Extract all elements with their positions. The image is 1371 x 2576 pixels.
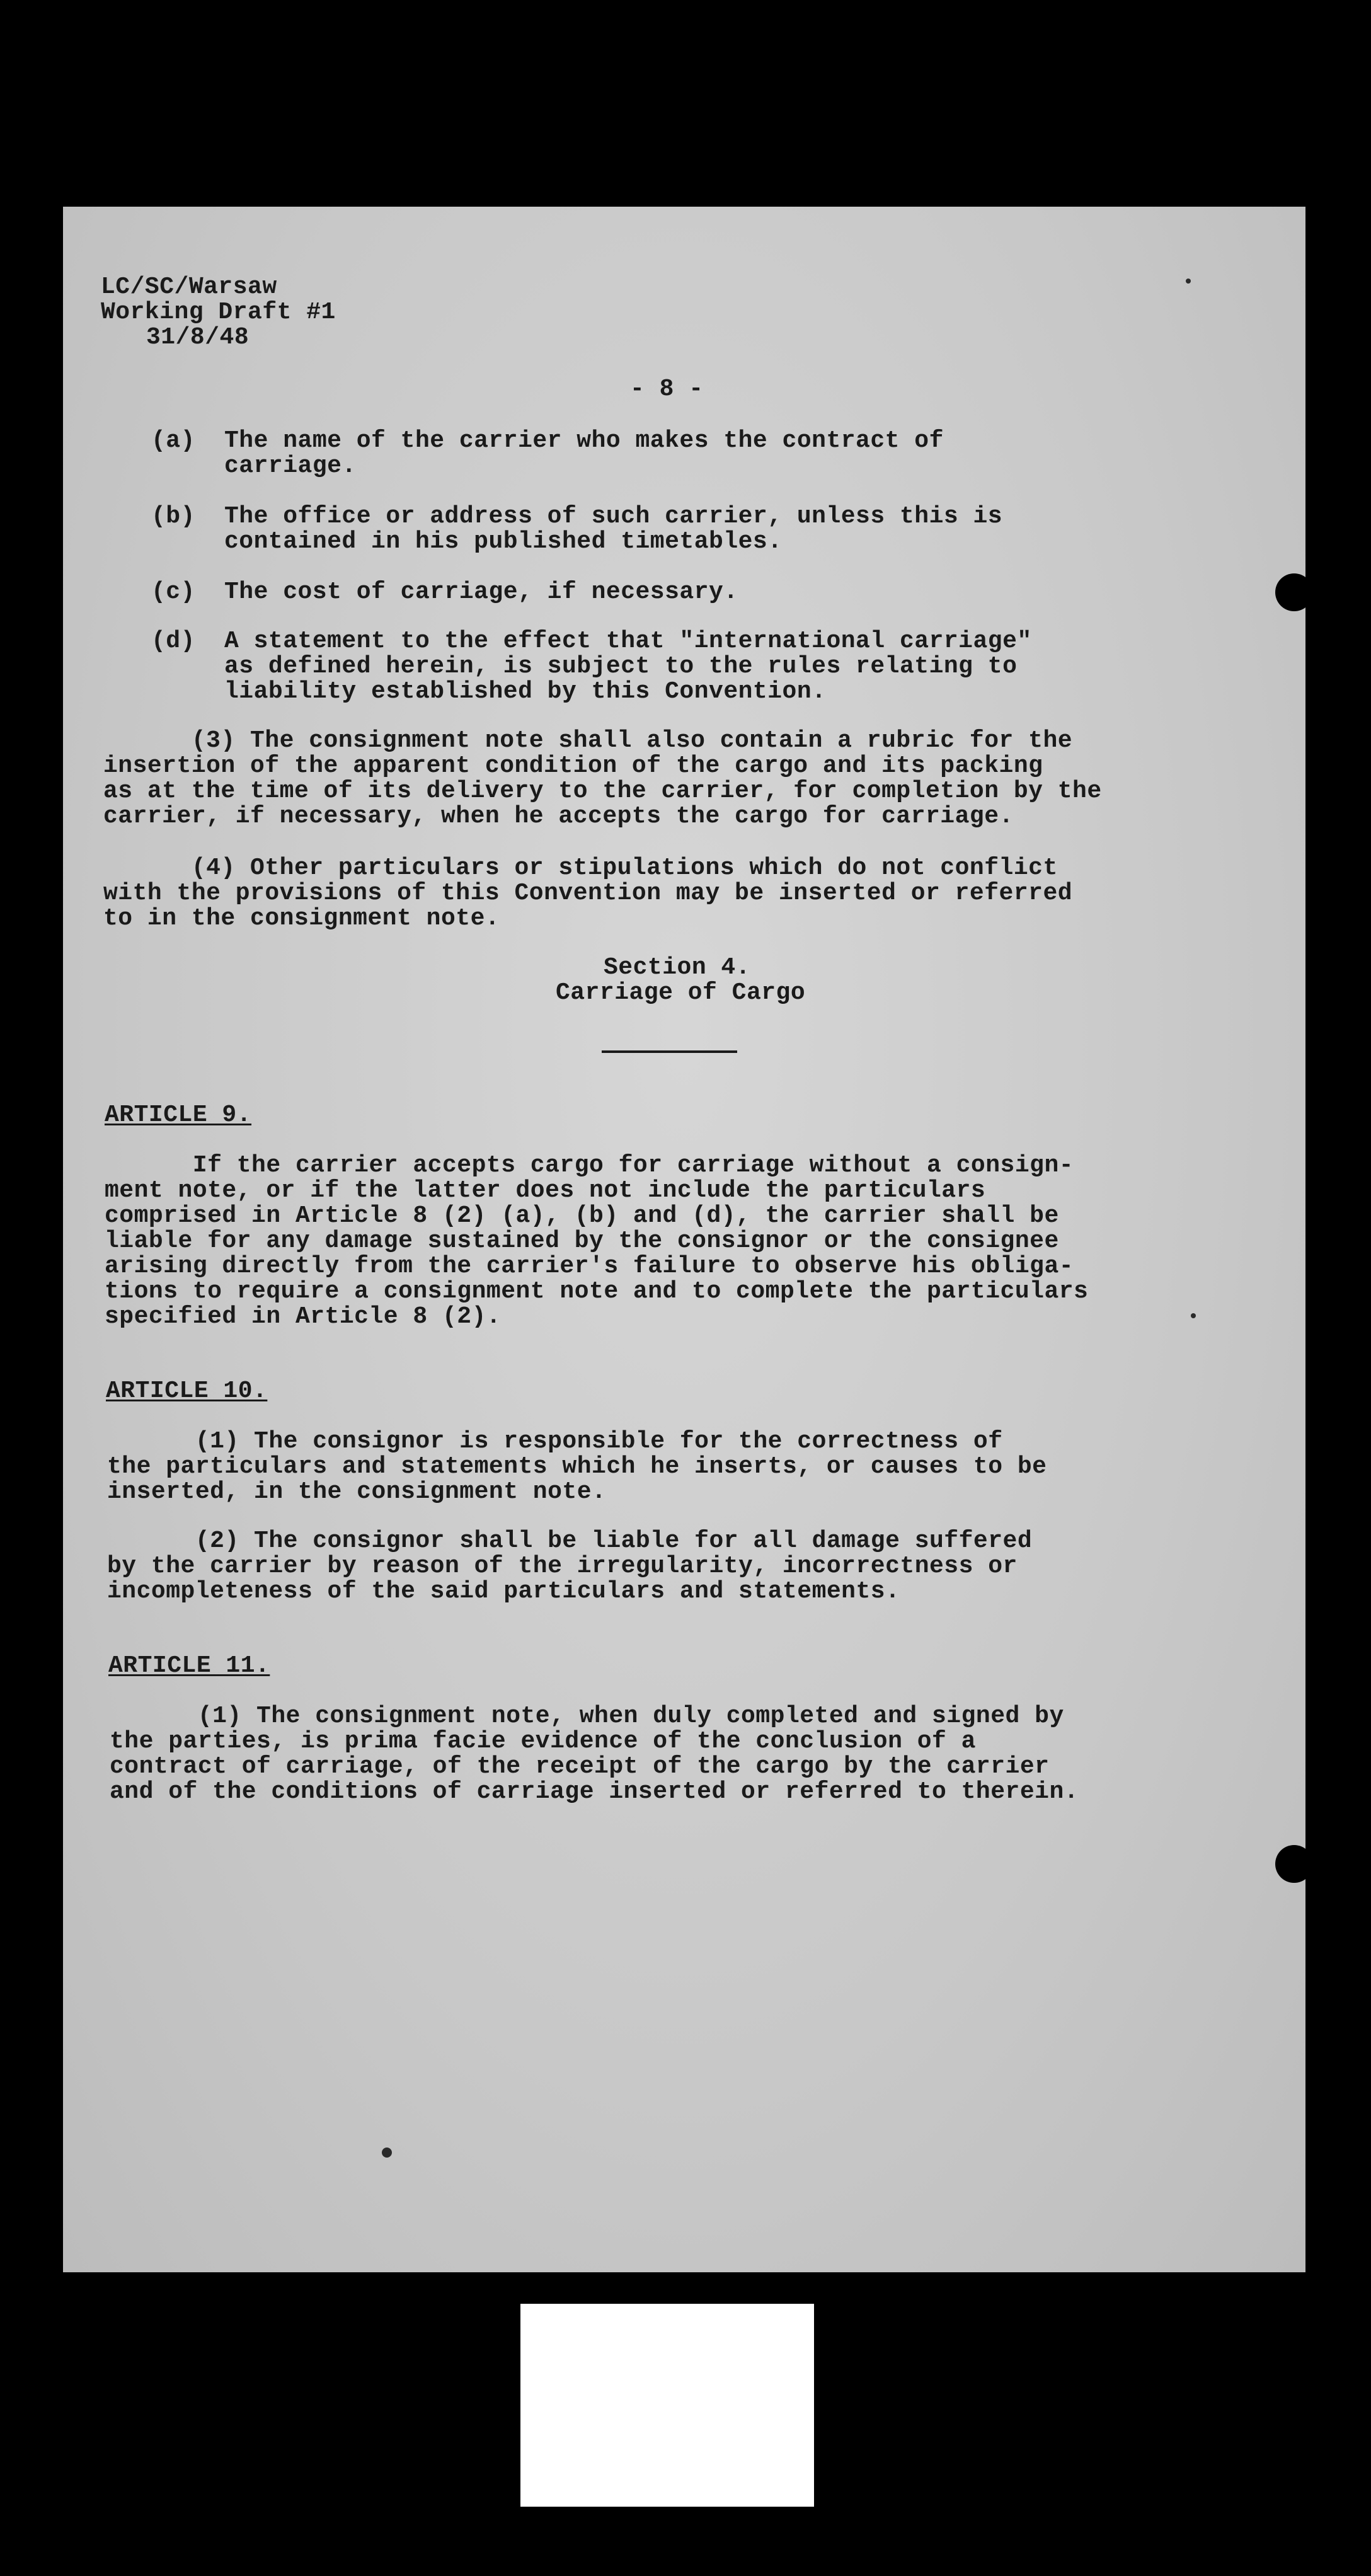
punch-hole-upper bbox=[1275, 573, 1313, 611]
item-b-line-1: The office or address of such carrier, unless this is bbox=[224, 503, 1003, 530]
dust-speck bbox=[1186, 279, 1191, 284]
para3-line-1: (3) The consignment note shall also contain a rubric for the bbox=[103, 727, 1073, 754]
section-number: Section 4. bbox=[604, 954, 751, 981]
reference-line-1: LC/SC/Warsaw bbox=[101, 273, 277, 301]
item-b-line-2: contained in his published timetables. bbox=[224, 528, 783, 555]
article-9-heading: ARTICLE 9. bbox=[105, 1101, 252, 1129]
item-a-marker: (a) bbox=[151, 427, 195, 454]
article-9-line-6: tions to require a consignment note and to complete the particulars bbox=[105, 1278, 1089, 1305]
para4-line-3: to in the consignment note. bbox=[103, 905, 500, 932]
article-10-p2-line-3: incompleteness of the said particulars and statements. bbox=[107, 1578, 900, 1605]
article-9-line-4: liable for any damage sustained by the consignor or the consignee bbox=[105, 1228, 1059, 1255]
reference-date: 31/8/48 bbox=[146, 324, 250, 351]
page-number: - 8 - bbox=[630, 376, 704, 403]
document-page bbox=[63, 207, 1305, 2272]
article-9-line-5: arising directly from the carrier's failure to observe his obliga- bbox=[105, 1253, 1074, 1280]
section-divider bbox=[602, 1050, 737, 1053]
item-d-line-3: liability established by this Convention. bbox=[224, 678, 827, 705]
calibration-target bbox=[520, 2304, 814, 2507]
para3-line-2: insertion of the apparent condition of the cargo and its packing bbox=[103, 752, 1043, 779]
article-10-p1-line-1: (1) The consignor is responsible for the correctness of bbox=[107, 1428, 1003, 1455]
para4-line-2: with the provisions of this Convention may be inserted or referred bbox=[103, 880, 1073, 907]
article-11-p1-line-1: (1) The consignment note, when duly completed and signed by bbox=[110, 1703, 1064, 1730]
section-title: Carriage of Cargo bbox=[556, 979, 806, 1006]
article-10-heading: ARTICLE 10. bbox=[106, 1377, 268, 1405]
article-11-p1-line-4: and of the conditions of carriage inserted or referred to therein. bbox=[110, 1778, 1079, 1805]
article-11-p1-line-2: the parties, is prima facie evidence of the conclusion of a bbox=[110, 1728, 976, 1755]
dust-speck bbox=[382, 2148, 392, 2158]
item-a-line-1: The name of the carrier who makes the contract of bbox=[224, 427, 944, 454]
item-b-marker: (b) bbox=[151, 503, 195, 530]
dust-speck bbox=[1191, 1313, 1196, 1318]
para3-line-4: carrier, if necessary, when he accepts the cargo for carriage. bbox=[103, 803, 1014, 830]
item-d-line-1: A statement to the effect that "international carriage" bbox=[224, 628, 1032, 655]
para3-line-3: as at the time of its delivery to the carrier, for completion by the bbox=[103, 778, 1102, 805]
article-10-p2-line-1: (2) The consignor shall be liable for all damage suffered bbox=[107, 1527, 1033, 1555]
article-11-heading: ARTICLE 11. bbox=[108, 1652, 270, 1679]
item-c-marker: (c) bbox=[151, 578, 195, 606]
item-c-line-1: The cost of carriage, if necessary. bbox=[224, 578, 738, 606]
article-10-p1-line-3: inserted, in the consignment note. bbox=[107, 1478, 607, 1505]
para4-line-1: (4) Other particulars or stipulations which do not conflict bbox=[103, 854, 1058, 882]
punch-hole-lower bbox=[1275, 1845, 1313, 1883]
article-10-p2-line-2: by the carrier by reason of the irregularity, incorrectness or bbox=[107, 1553, 1018, 1580]
article-9-line-1: If the carrier accepts cargo for carriage without a consign- bbox=[105, 1152, 1074, 1179]
article-9-line-3: comprised in Article 8 (2) (a), (b) and (d), the carrier shall be bbox=[105, 1202, 1059, 1229]
article-10-p1-line-2: the particulars and statements which he inserts, or causes to be bbox=[107, 1453, 1047, 1480]
item-d-marker: (d) bbox=[151, 628, 195, 655]
item-a-line-2: carriage. bbox=[224, 452, 357, 480]
reference-line-2: Working Draft #1 bbox=[101, 299, 336, 326]
article-9-line-7: specified in Article 8 (2). bbox=[105, 1303, 502, 1330]
article-9-line-2: ment note, or if the latter does not include the particulars bbox=[105, 1177, 986, 1204]
item-d-line-2: as defined herein, is subject to the rules relating to bbox=[224, 653, 1018, 680]
article-11-p1-line-3: contract of carriage, of the receipt of the cargo by the carrier bbox=[110, 1753, 1050, 1780]
